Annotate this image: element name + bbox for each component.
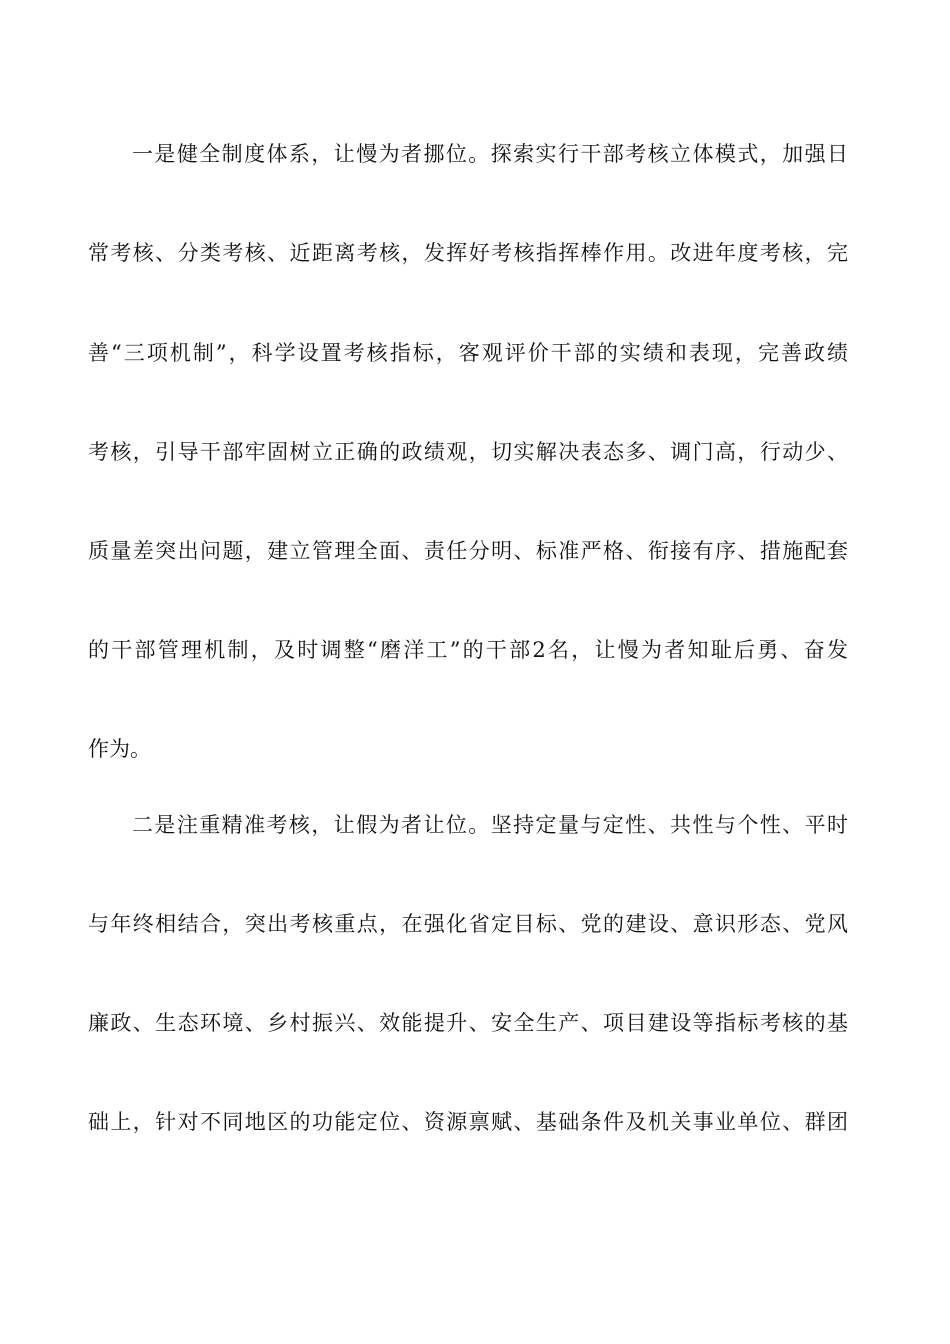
paragraph-line: 常考核、分类考核、近距离考核，发挥好考核指挥棒作用。改进年度考核，完 — [88, 241, 848, 265]
paragraph-line: 一是健全制度体系，让慢为者挪位。探索实行干部考核立体模式，加强日 — [132, 142, 848, 166]
paragraph-line: 廉政、生态环境、乡村振兴、效能提升、安全生产、项目建设等指标考核的基 — [88, 1011, 848, 1035]
paragraph-line: 善“三项机制”，科学设置考核指标，客观评价干部的实绩和表现，完善政绩 — [88, 341, 848, 365]
paragraph-line: 与年终相结合，突出考核重点，在强化省定目标、党的建设、意识形态、党风 — [88, 912, 848, 936]
paragraph-line: 的干部管理机制，及时调整“磨洋工”的干部2名，让慢为者知耻后勇、奋发 — [88, 638, 848, 662]
paragraph-line: 础上，针对不同地区的功能定位、资源禀赋、基础条件及机关事业单位、群团 — [88, 1110, 848, 1134]
paragraph-line: 二是注重精准考核，让假为者让位。坚持定量与定性、共性与个性、平时 — [132, 813, 848, 837]
paragraph-line: 作为。 — [88, 737, 151, 761]
paragraph-line: 考核，引导干部牢固树立正确的政绩观，切实解决表态多、调门高，行动少、 — [88, 440, 848, 464]
paragraph-line: 质量差突出问题，建立管理全面、责任分明、标准严格、衔接有序、措施配套 — [88, 539, 848, 563]
